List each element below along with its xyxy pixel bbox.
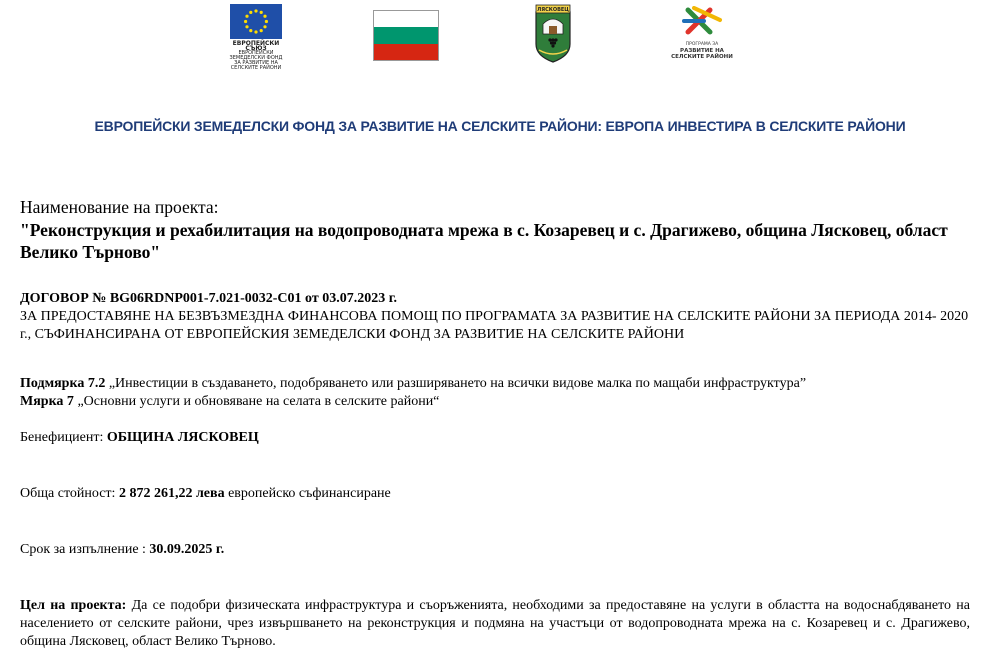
eu-logo [228,4,284,71]
coat-label: ЛЯСКОВЕЦ [537,7,569,14]
measure [20,393,970,411]
beneficiary-label: Бенефициент: [20,430,107,445]
goal-label: Цел на проекта: [20,598,127,613]
logo-strip [0,4,1000,71]
beneficiary-value: ОБЩИНА ЛЯСКОВЕЦ [106,430,259,445]
rdp-caption-line1: ПРОГРАМА ЗА [685,42,719,47]
deadline-label: Срок за изпълнение : [20,542,150,557]
deadline-line [20,541,970,559]
contract-number: ДОГОВОР № BG06RDNP001-7.021-0032-C01 от 03.07.2023 г. [20,291,397,306]
eu-caption-line1: ЕВРОПЕЙСКИ СЪЮЗ [232,40,280,52]
contract-description: ЗА ПРЕДОСТАВЯНЕ НА БЕЗВЪЗМЕЗДНА ФИНАНСОВА ПОМОЩ ПО ПРОГРАМАТА ЗА РАЗВИТИЕ НА СЕЛСКИТЕ РАЙОНИ ЗА ПЕРИОДА 2014- 2020 г., СЪФИНАНСИРАНА ОТ ЕВРОПЕЙСКИЯ ЗЕМЕДЕЛСКИ ФОНД ЗА РАЗВИТИЕ НА СЕЛСКИТЕ РАЙОНИ [20,309,969,342]
measures-block [20,375,970,411]
eu-caption-line2: ЕВРОПЕЙСКИ ЗЕМЕДЕЛСКИ ФОНД [229,50,283,61]
rural-development-programme-logo [668,6,736,60]
total-value-label: Обща стойност: [20,486,119,501]
sub-measure-text: „Инвестиции в създаването, подобряването или разширяването на всички видове малка по мащаби инфраструктура” [105,376,807,391]
measure-text: „Основни услуги и обновяване на селата в селските райони“ [73,394,440,409]
beneficiary-line [20,429,970,447]
project-title: "Реконструкция и рехабилитация на водопроводната мрежа в с. Козаревец и с. Драгижево, община Лясковец, област Велико Търново" [20,220,948,262]
measure-label: Мярка 7 [20,394,74,409]
project-name-label: Наименование на проекта: [20,197,219,217]
rdp-caption [668,42,736,60]
rdp-caption-line2: РАЗВИТИЕ НА [680,48,724,54]
deadline-date: 30.09.2025 г. [149,542,225,557]
eu-caption-line3: ЗА РАЗВИТИЕ НА СЕЛСКИТЕ РАЙОНИ [230,60,282,71]
project-details [20,196,970,651]
eu-flag-icon [230,4,282,39]
rdp-caption-line3: СЕЛСКИТЕ РАЙОНИ [671,54,733,60]
total-value-line [20,485,970,503]
goal-text: Да се подобри физическата инфраструктура и съоръженията, необходими за предоставяне на услуги в областта на водоснабдяването на населението от селските райони, чрез извършването на реконструкция и подмяна на участъци от водопроводната мрежа на с. Козаревец и с. Драгижево, община Лясковец, област Велико Търново. [20,598,970,649]
eu-caption [228,41,284,71]
project-goal [20,597,970,651]
contract-block [20,290,970,344]
lyaskovets-coat-of-arms-icon [533,4,573,64]
sub-measure-label: Подмярка 7.2 [20,376,106,391]
total-value-suffix: европейско съфинансиране [224,486,391,501]
total-value-amount: 2 872 261,22 лева [118,486,225,501]
fund-banner: ЕВРОПЕЙСКИ ЗЕМЕДЕЛСКИ ФОНД ЗА РАЗВИТИЕ НА СЕЛСКИТЕ РАЙОНИ: ЕВРОПА ИНВЕСТИРА В СЕЛСКИТЕ РАЙОНИ [94,118,906,134]
rdp-emblem-icon [668,6,736,36]
sub-measure [20,375,970,393]
bulgarian-flag-icon [373,10,439,61]
